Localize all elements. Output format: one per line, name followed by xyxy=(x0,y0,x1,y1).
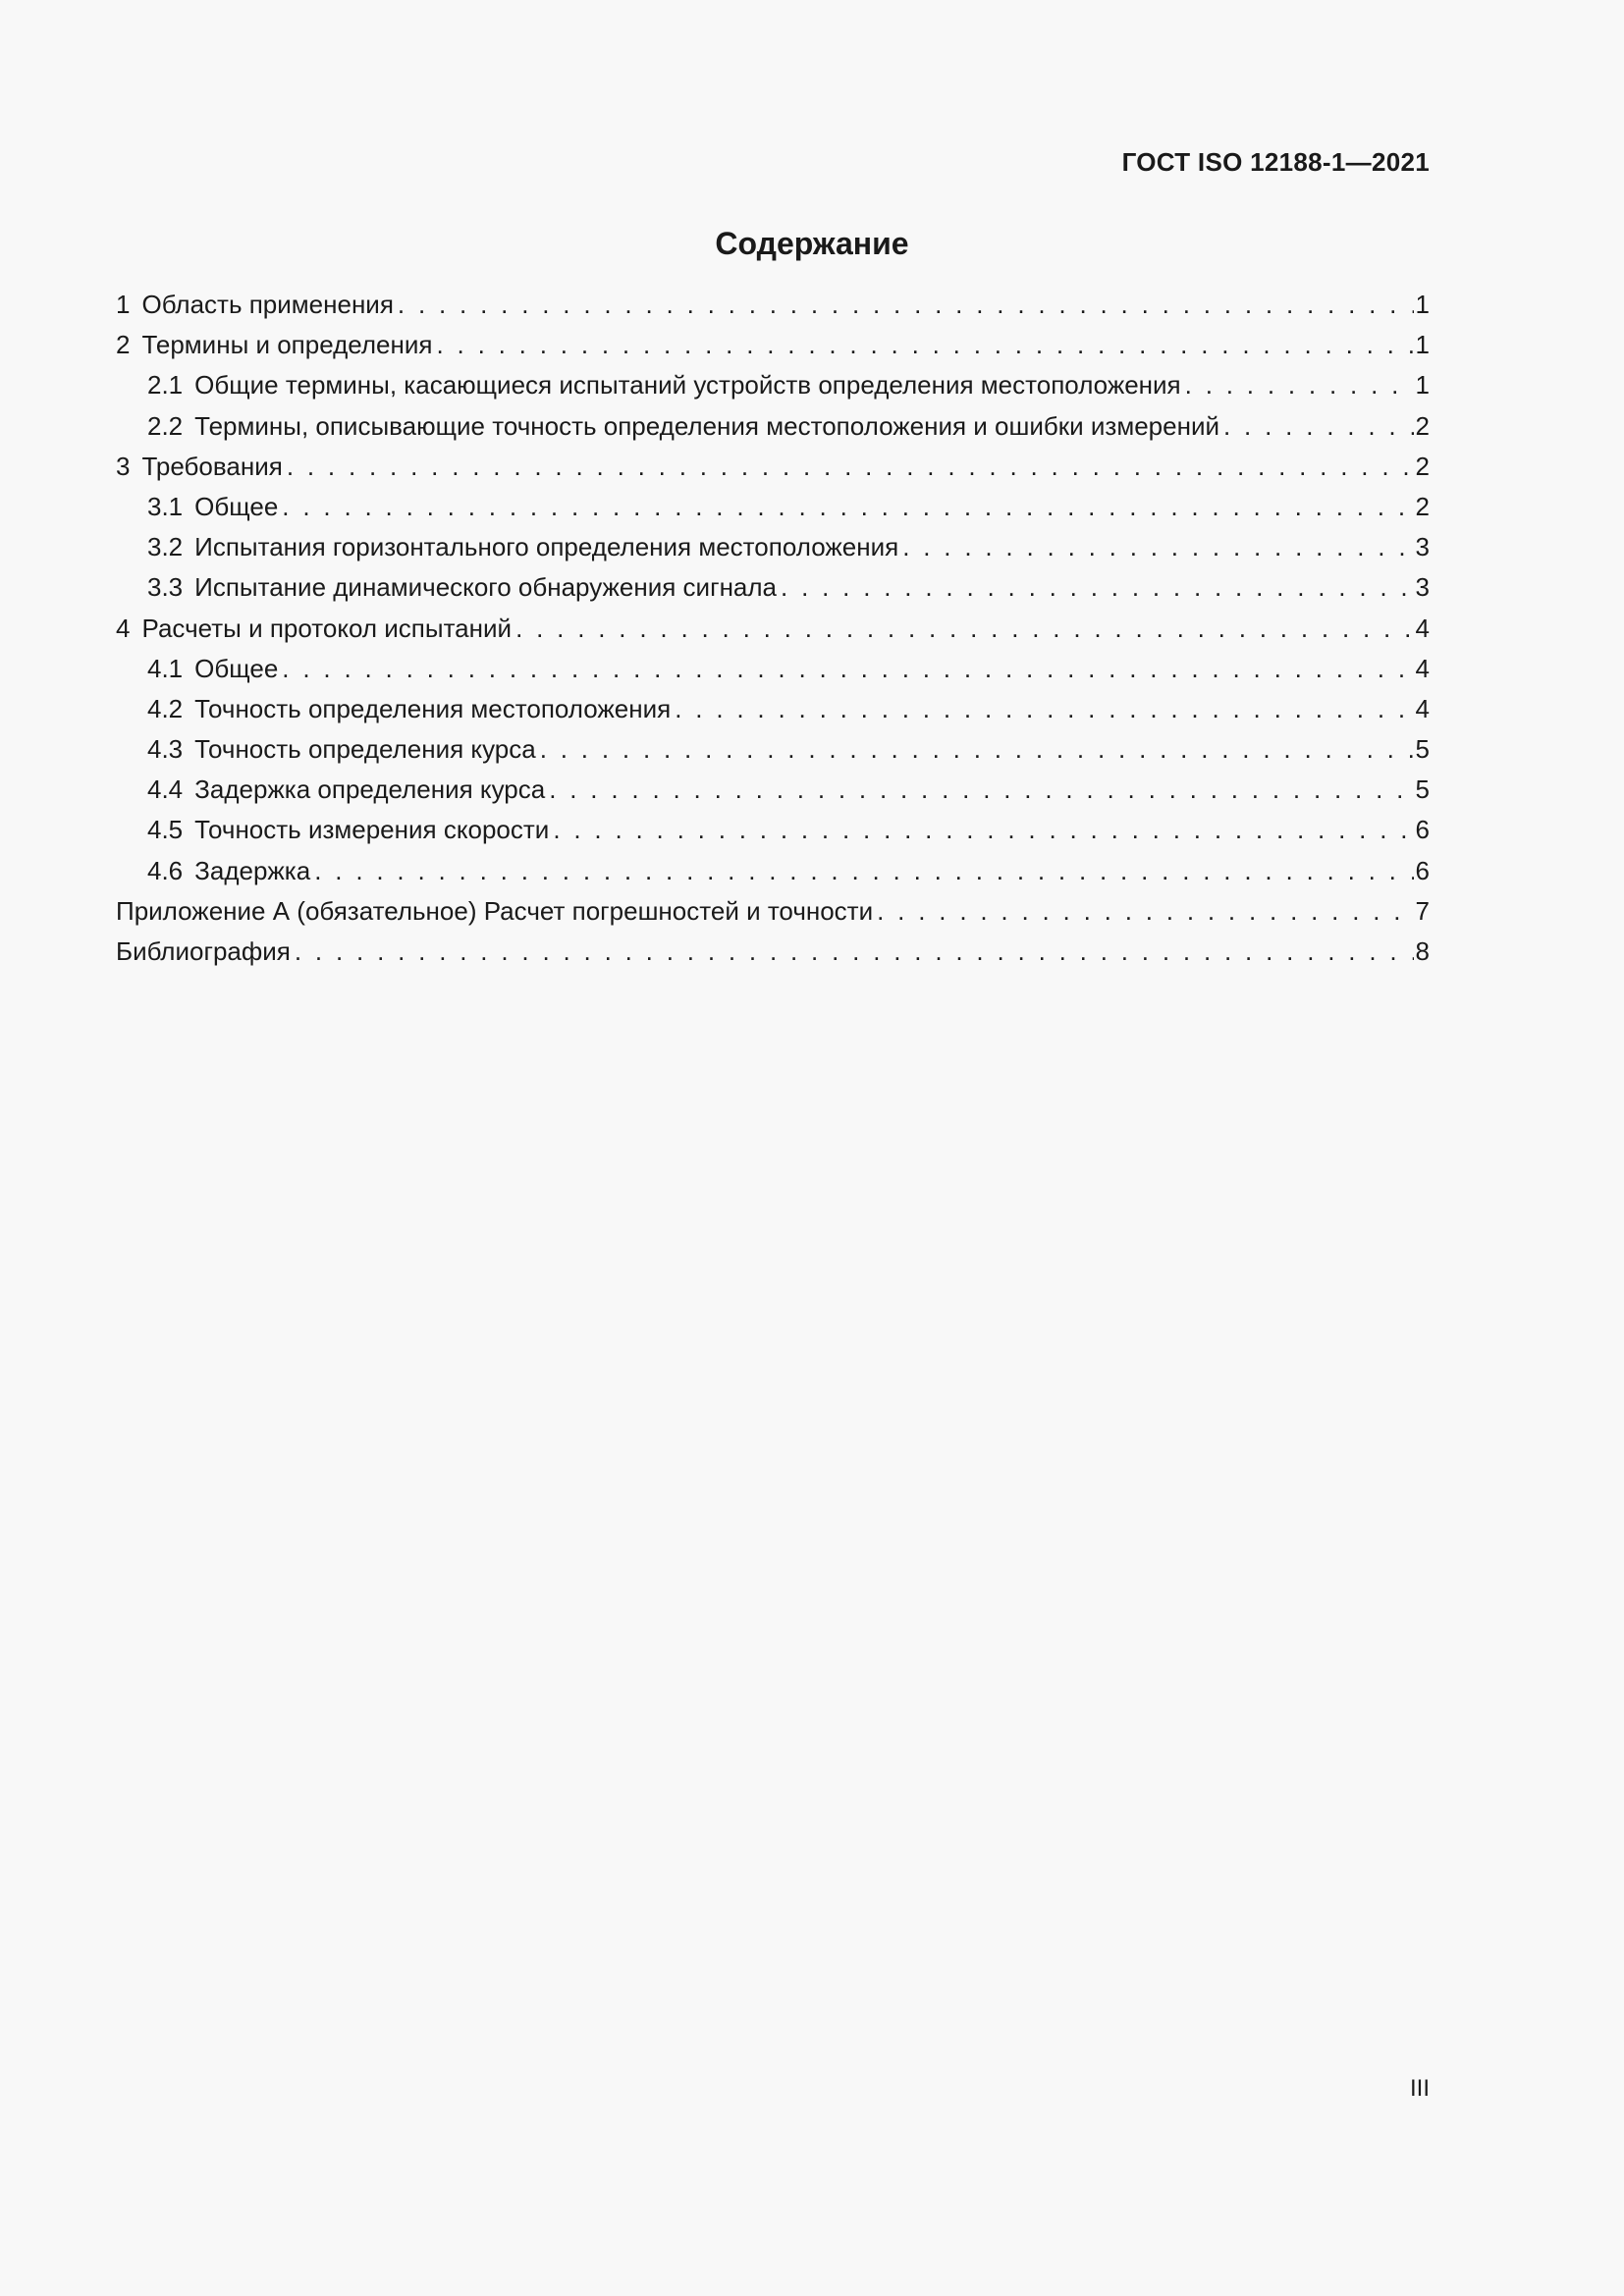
toc-entry-label: Точность определения местоположения xyxy=(194,693,672,723)
toc-title: Содержание xyxy=(715,226,909,261)
toc-entry-page: 4 xyxy=(1415,693,1430,723)
toc-dot-leader xyxy=(675,689,1413,729)
toc-entry[interactable] xyxy=(116,932,1430,972)
toc-dot-leader xyxy=(553,810,1413,850)
toc-entry[interactable] xyxy=(116,285,1430,325)
toc-dot-leader xyxy=(295,932,1414,972)
toc-entry-number: 4.5 xyxy=(147,815,184,845)
toc-entry-number: 4 xyxy=(116,613,131,643)
toc-entry-label: Общее xyxy=(194,491,279,521)
toc-entry-page: 5 xyxy=(1415,774,1430,805)
toc-dot-leader xyxy=(902,527,1413,567)
toc-entry-label: Точность определения курса xyxy=(194,734,536,765)
toc-entry-label: Общее xyxy=(194,653,279,683)
toc-entry-number: 2.2 xyxy=(147,410,184,441)
toc-entry-number: 3.1 xyxy=(147,491,184,521)
toc-entry-number: 2.1 xyxy=(147,370,184,400)
toc-entry-label: Задержка определения курса xyxy=(194,774,546,805)
toc-entry-label: Расчеты и протокол испытаний xyxy=(141,613,513,643)
toc-entry[interactable] xyxy=(116,770,1430,810)
toc-entry-number: 3.3 xyxy=(147,572,184,603)
toc-entry-label: Испытания горизонтального определения местоположения xyxy=(194,532,899,562)
toc-dot-leader xyxy=(1223,406,1414,447)
toc-entry[interactable] xyxy=(116,729,1430,770)
toc-entry[interactable] xyxy=(116,447,1430,487)
toc-dot-leader xyxy=(287,447,1414,487)
toc-entry-page: 8 xyxy=(1415,936,1430,966)
toc-entry[interactable] xyxy=(116,325,1430,365)
toc-entry-page: 1 xyxy=(1415,330,1430,360)
toc-entry[interactable] xyxy=(116,609,1430,649)
toc-entry-number: 3 xyxy=(116,451,131,481)
toc-entry-label: Точность измерения скорости xyxy=(194,815,550,845)
toc-entry-label: Приложение А (обязательное) Расчет погрешностей и точности xyxy=(116,895,874,926)
toc-dot-leader xyxy=(282,487,1413,527)
toc-entry-number: 4.6 xyxy=(147,855,184,885)
toc-entry-number: 2 xyxy=(116,330,131,360)
document-code: ГОСТ ISO 12188-1—2021 xyxy=(1121,147,1430,177)
toc-entry-label: Термины и определения xyxy=(141,330,433,360)
toc-dot-leader xyxy=(549,770,1413,810)
toc-entry-page: 3 xyxy=(1415,572,1430,603)
toc-entry-number: 4.2 xyxy=(147,693,184,723)
toc-entry[interactable] xyxy=(116,649,1430,689)
toc-entry-page: 2 xyxy=(1415,451,1430,481)
toc-entry[interactable] xyxy=(116,689,1430,729)
toc-dot-leader xyxy=(877,891,1413,932)
toc-entry-page: 6 xyxy=(1415,855,1430,885)
toc-entry[interactable] xyxy=(116,891,1430,932)
toc-dot-leader xyxy=(436,325,1413,365)
page-number: III xyxy=(1409,2075,1430,2102)
toc-entry-page: 5 xyxy=(1415,734,1430,765)
toc-dot-leader xyxy=(314,851,1413,891)
toc-entry-page: 3 xyxy=(1415,532,1430,562)
toc-entry[interactable] xyxy=(116,527,1430,567)
toc-entry-page: 2 xyxy=(1415,410,1430,441)
toc-entry-label: Область применения xyxy=(141,290,394,319)
toc-entry-page: 4 xyxy=(1415,653,1430,683)
toc-entry-label: Термины, описывающие точность определения местоположения и ошибки измерений xyxy=(194,410,1219,441)
toc-entry-label: Библиография xyxy=(116,936,291,966)
toc-entry[interactable] xyxy=(116,567,1430,608)
toc-entry-page: 1 xyxy=(1415,290,1430,319)
toc-entry[interactable] xyxy=(116,365,1430,405)
toc-entry[interactable] xyxy=(116,487,1430,527)
toc-entry-number: 1 xyxy=(116,290,131,319)
toc-dot-leader xyxy=(781,567,1414,608)
toc-entry[interactable] xyxy=(116,851,1430,891)
toc-entry-page: 2 xyxy=(1415,491,1430,521)
toc-entry-number: 4.4 xyxy=(147,774,184,805)
toc-dot-leader xyxy=(398,285,1414,325)
toc-entry-number: 3.2 xyxy=(147,532,184,562)
toc-entry-number: 4.1 xyxy=(147,653,184,683)
toc-entry-page: 4 xyxy=(1415,613,1430,643)
toc-entry-page: 7 xyxy=(1415,895,1430,926)
toc-entry-page: 6 xyxy=(1415,815,1430,845)
toc-entry-page: 1 xyxy=(1415,370,1430,400)
toc-entry[interactable] xyxy=(116,810,1430,850)
toc-dot-leader xyxy=(1185,365,1414,405)
toc-entry-label: Требования xyxy=(141,451,283,481)
toc-entry-label: Общие термины, касающиеся испытаний устройств определения местоположения xyxy=(194,370,1181,400)
toc-entry-label: Испытание динамического обнаружения сигнала xyxy=(194,572,778,603)
toc-entry-number: 4.3 xyxy=(147,734,184,765)
toc-entry[interactable] xyxy=(116,406,1430,447)
toc-dot-leader xyxy=(515,609,1413,649)
toc-entry-label: Задержка xyxy=(194,855,311,885)
table-of-contents xyxy=(116,285,1430,972)
toc-dot-leader xyxy=(540,729,1414,770)
toc-dot-leader xyxy=(282,649,1413,689)
